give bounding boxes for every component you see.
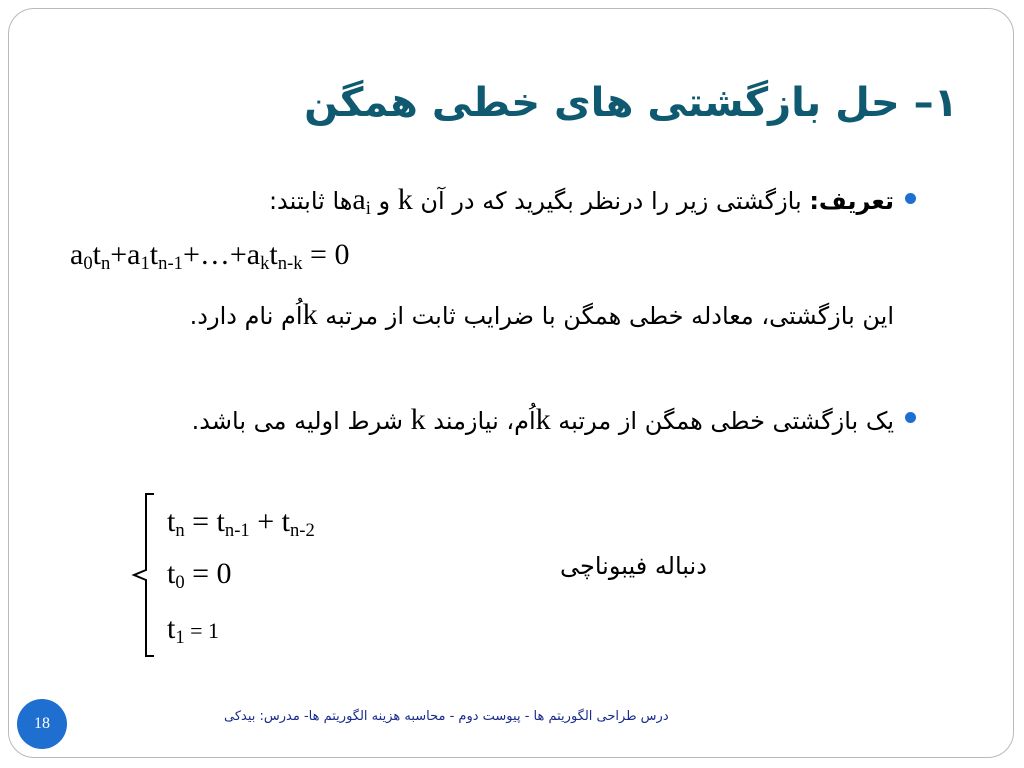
definition-ai: $a_i$: [352, 183, 371, 220]
recurrence-equation: $a_0t_n+a_1t_{n-1}+\dots+a_kt_{n-k} = 0$: [70, 238, 350, 275]
definition-end: ها ثابتند:: [268, 187, 353, 215]
bullet-icon: [905, 193, 916, 204]
definition-line: [114, 178, 894, 223]
order-description: این بازگشتی، معادله خطی همگن با ضرایب ثابت از مرتبه kاُم نام دارد.: [189, 298, 894, 331]
definition-text: بازگشتی زیر را درنظر بگیرید که در آن: [412, 187, 810, 215]
footer-text: درس طراحی الگوریتم ها - پیوست دوم - محاسبه هزینه الگوریتم ها- مدرس: بیدکی: [224, 709, 669, 724]
definition-and: و: [370, 187, 398, 215]
definition-label: تعریف:: [809, 187, 894, 215]
fibonacci-label: دنباله فیبوناچی: [560, 552, 707, 580]
slide-title: ۱– حل بازگشتی های خطی همگن: [304, 80, 958, 126]
initial-condition-t0: $t_0 = 0$: [167, 557, 232, 594]
initial-condition-t1: $t_1 = 1$: [167, 612, 220, 649]
bullet-icon: [905, 412, 916, 423]
slide-number: 18: [17, 699, 67, 749]
definition-k: k: [397, 183, 413, 216]
fibonacci-recurrence: $t_n = t_{n-1} + t_{n-2}$: [167, 505, 315, 542]
initial-conditions-text: یک بازگشتی خطی همگن از مرتبه kاُم، نیازمند k شرط اولیه می باشد.: [191, 403, 894, 436]
left-brace-icon: [130, 492, 170, 658]
